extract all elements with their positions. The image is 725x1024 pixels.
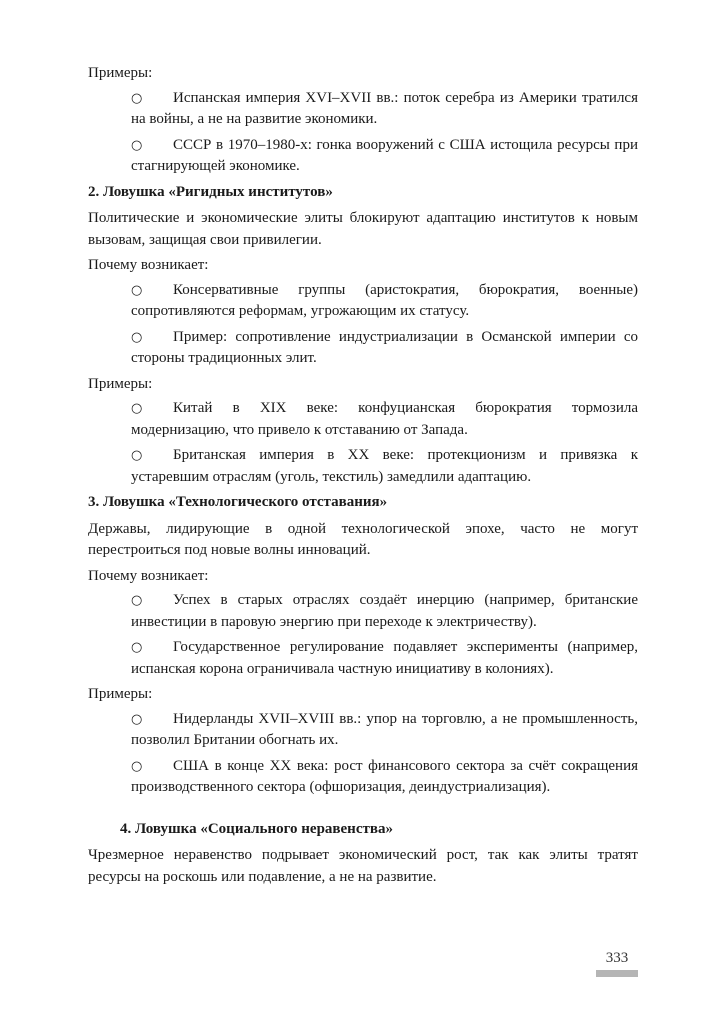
circle-bullet-icon: ○ bbox=[131, 758, 143, 774]
section-intro: Политические и экономические элиты блокируют адаптацию институтов к новым вызовам, защищая свои привилегии. bbox=[88, 210, 638, 248]
list-item bbox=[131, 445, 638, 488]
examples-label: Примеры: bbox=[88, 65, 153, 81]
list-item-text: Успех в старых отраслях создаёт инерцию (например, британские инвестиции в паровую энергию при переходе к электричеству). bbox=[131, 592, 638, 630]
section-intro: Державы, лидирующие в одной технологической эпохе, часто не могут перестроиться под новые волны инноваций. bbox=[88, 520, 638, 558]
list-item bbox=[131, 637, 638, 680]
section-heading: 4. Ловушка «Социального неравенства» bbox=[120, 820, 393, 837]
page-number: 333 bbox=[605, 950, 629, 966]
list-item bbox=[131, 756, 638, 799]
section-intro: Чрезмерное неравенство подрывает экономический рост, так как элиты тратят ресурсы на роскошь или подавление, а не на развитие. bbox=[88, 847, 638, 885]
list-item bbox=[131, 398, 638, 441]
circle-bullet-icon: ○ bbox=[131, 640, 143, 655]
examples-list bbox=[88, 709, 638, 799]
list-item-text: Испанская империя XVI–XVII вв.: поток серебра из Америки тратился на войны, а не на развитие экономики. bbox=[131, 89, 638, 127]
examples-list bbox=[88, 88, 638, 178]
circle-bullet-icon: ○ bbox=[131, 329, 143, 345]
list-item bbox=[131, 88, 638, 131]
circle-bullet-icon: ○ bbox=[131, 401, 143, 416]
list-item-text: США в конце XX века: рост финансового сектора за счёт сокращения производственного сектора (офшоризация, деиндустриализация). bbox=[131, 757, 638, 795]
list-item-text: Китай в XIX веке: конфуцианская бюрократия тормозила модернизацию, что привело к отставанию от Запада. bbox=[131, 400, 638, 438]
why-label: Почему возникает: bbox=[88, 567, 209, 584]
list-item bbox=[131, 280, 638, 323]
why-label: Почему возникает: bbox=[88, 257, 209, 273]
examples-label: Примеры: bbox=[88, 375, 153, 392]
section-heading: 3. Ловушка «Технологического отставания» bbox=[88, 494, 388, 510]
list-item bbox=[131, 327, 638, 370]
list-item-text: Государственное регулирование подавляет эксперименты (например, испанская корона ограничивала частную инициативу в колониях). bbox=[131, 639, 638, 677]
list-item-text: СССР в 1970–1980-х: гонка вооружений с США истощила ресурсы при стагнирующей экономике. bbox=[131, 136, 638, 174]
examples-list bbox=[88, 398, 638, 488]
list-item-text: Нидерланды XVII–XVIII вв.: упор на торговлю, а не промышленность, позволил Британии обогнать их. bbox=[131, 710, 638, 748]
section-heading: 2. Ловушка «Ригидных институтов» bbox=[88, 183, 333, 200]
list-item bbox=[131, 709, 638, 752]
page-body bbox=[88, 63, 638, 892]
circle-bullet-icon: ○ bbox=[131, 448, 143, 463]
list-item-text: Пример: сопротивление индустриализации в Османской империи со стороны традиционных элит. bbox=[131, 328, 638, 366]
list-item bbox=[131, 135, 638, 178]
page-number-bar bbox=[596, 970, 638, 977]
page-number-block bbox=[596, 948, 638, 977]
why-list bbox=[88, 590, 638, 680]
list-item bbox=[131, 590, 638, 633]
circle-bullet-icon: ○ bbox=[131, 593, 143, 608]
why-list bbox=[88, 280, 638, 370]
list-item-text: Консервативные группы (аристократия, бюрократия, военные) сопротивляются реформам, угрожающим их статусу. bbox=[131, 281, 638, 319]
circle-bullet-icon: ○ bbox=[131, 137, 143, 153]
circle-bullet-icon: ○ bbox=[131, 711, 143, 727]
circle-bullet-icon: ○ bbox=[131, 282, 143, 298]
examples-label: Примеры: bbox=[88, 686, 153, 702]
circle-bullet-icon: ○ bbox=[131, 90, 143, 106]
list-item-text: Британская империя в XX веке: протекционизм и привязка к устаревшим отраслям (уголь, текстиль) замедлили адаптацию. bbox=[131, 447, 638, 485]
